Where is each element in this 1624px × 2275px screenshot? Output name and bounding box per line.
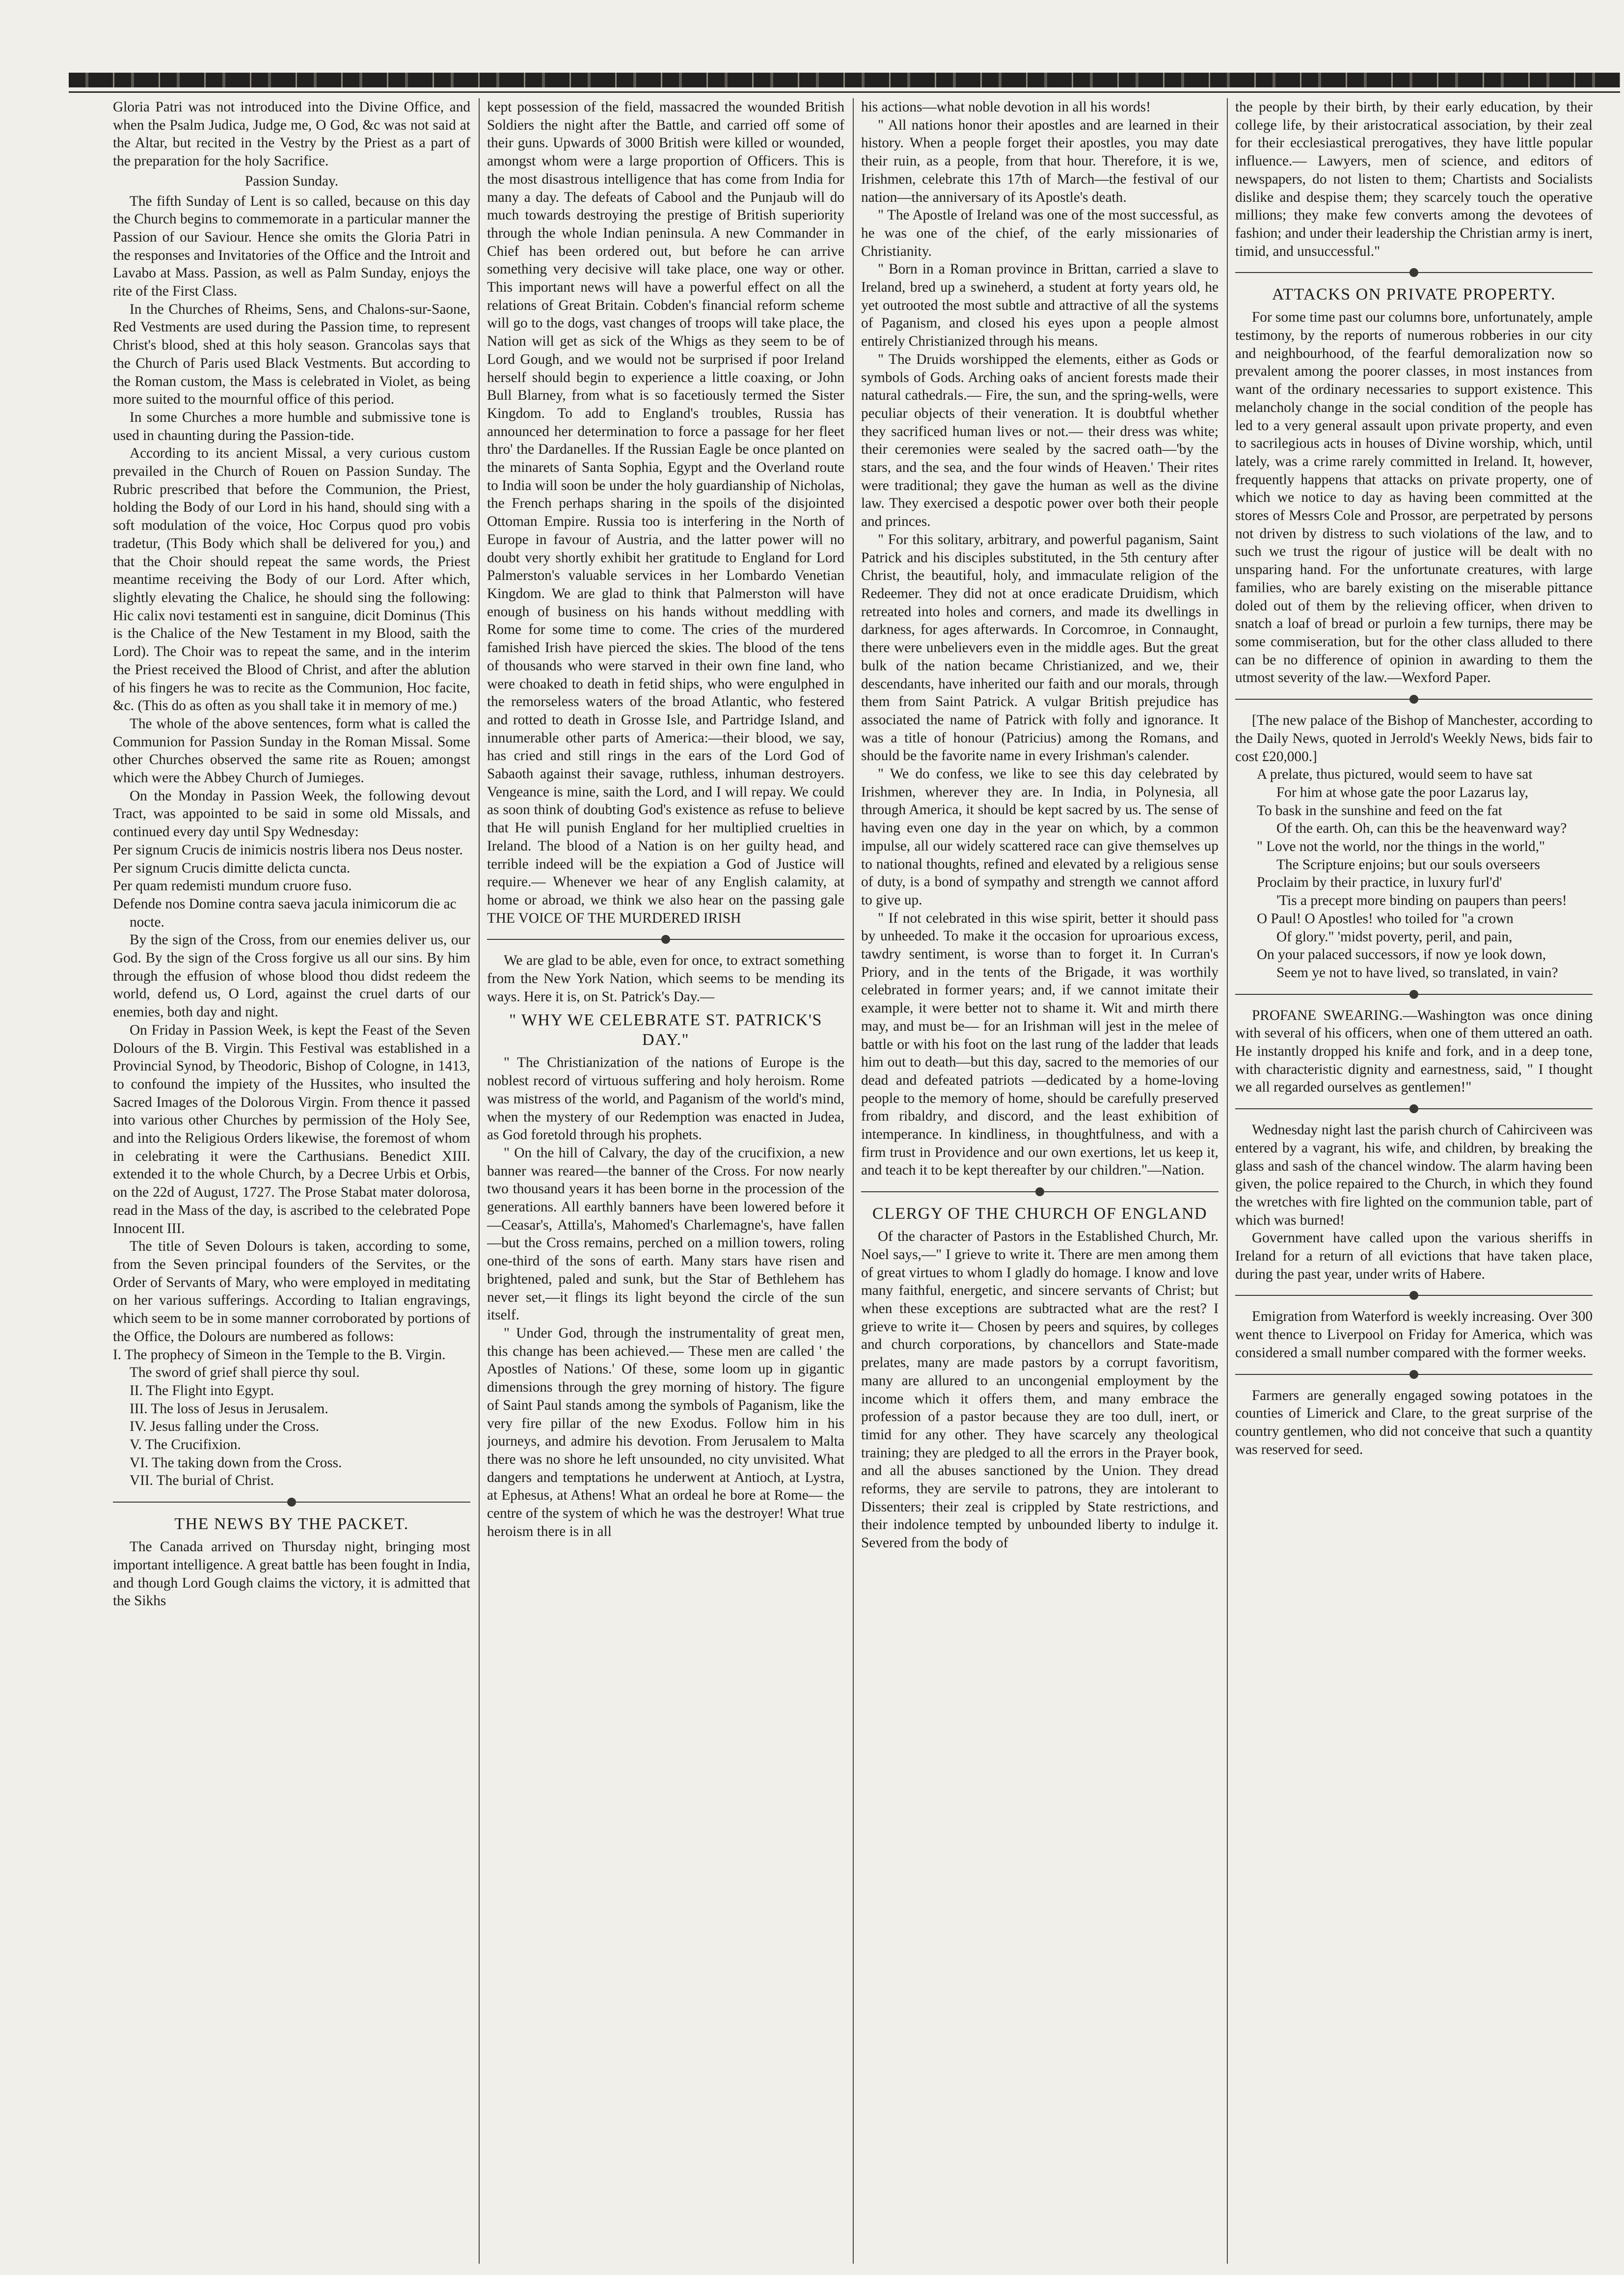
- article-heading: ATTACKS ON PRIVATE PROPERTY.: [1272, 285, 1556, 304]
- dolour-list-item: VI. The taking down from the Cross.: [130, 1454, 342, 1471]
- section-subheading: Passion Sunday.: [244, 173, 339, 189]
- article-paragraph: The whole of the above sentences, form what is called the Communion for Passion Sunday in the Roman Missal. Some other Churches observed the same rite as Rouen; amongst which were the Abbey Church of Jumieges.: [113, 715, 470, 786]
- dolour-list-item: II. The Flight into Egypt.: [130, 1382, 274, 1398]
- article-paragraph: In some Churches a more humble and submissive tone is used in chaunting during the Passion-tide.: [113, 409, 470, 443]
- section-divider: [1235, 1370, 1593, 1379]
- article-paragraph: Government have called upon the various sheriffs in Ireland for a return of all evictions that have taken place, during the past year, under writs of Habere.: [1235, 1230, 1593, 1282]
- column-rule: [1227, 98, 1228, 2264]
- dolour-list-item: I. The prophecy of Simeon in the Temple to the B. Virgin. The sword of grief shall pierce thy soul.: [113, 1346, 446, 1381]
- poem-line-indented: Seem ye not to have lived, so translated, in vain?: [1276, 964, 1558, 981]
- latin-verse-line: Per quam redemisti mundum cruore fuso.: [113, 878, 352, 894]
- article-paragraph: kept possession of the field, massacred the wounded British Soldiers the night after the Battle, and carried off some of their guns. Upwards of 3000 British were killed or wounded, amongst whom were a large proportion of Officers. This is the most disastrous intelligence that has come from India for many a day. The defeats of Cabool and the Punjaub will do much towards destroying the prestige of British superiority through the whole Indian peninsula. A new Commander in Chief has been ordered out, but before he can arrive something very decisive will take place, one way or other. This important news will have a powerful effect on all the relations of Great Britain. Cobden's financial reform scheme will go to the dogs, vast changes of troops will take place, the Nation will get as sick of the Whigs as they seem to be of Lord Gough, and we would not be surprised if poor Ireland herself should begin to experience a little coaxing, or John Bull Blarney, from what is so facetiously termed the Sister Kingdom. To add to England's troubles, Russia has announced her determination to force a passage for her fleet thro' the Dardanelles. If the Russian Eagle be once planted on the minarets of Santa Sophia, Egypt and the Overland route to India will soon be under the holy guardianship of Nicholas, the French perhaps sharing in the spoils of the disjointed Ottoman Empire. Russia too is interfering in the North of Europe in favour of Austria, and the latter power will no doubt very shortly exhibit her gratitude to England for Lord Palmerston's valuable services in her Lombardo Venetian Kingdom. We are glad to think that Palmerston will have enough of business on his hands without meddling with Rome for some time to come. The cries of the murdered famished Irish have pierced the skies. The blood of the tens of thousands who were starved in their own fine land, who were choaked to death in fetid ships, who were engulphed in the remorseless waters of the broad Atlantic, who festered and rotted to death in Grosse Isle, and Partridge Island, and innumerable other parts of America:—their blood, we say, has cried and still rings in the ears of the Lord God of Sabaoth against their savage, ruthless, inhuman destroyers. Vengeance is mine, saith the Lord, and I will repay. We could as soon think of doubting God's existence as refuse to believe that He will punish England for her multiplied cruelties in Ireland. The blood of a Nation is on her guilty head, and terrible indeed will be the expiation a God of Justice will require.— Whenever we hear of any English calamity, at home or abroad, we think we also hear on the passing gale THE VOICE OF THE MURDERED IRISH: [487, 99, 844, 926]
- latin-verse-line: Per signum Crucis dimitte delicta cuncta.: [113, 860, 351, 876]
- article-paragraph: " The Apostle of Ireland was one of the most successful, as he was one of the chief, of the early missionaries of Christianity.: [861, 207, 1218, 259]
- article-heading: " WHY WE CELEBRATE ST. PATRICK'S DAY.": [509, 1011, 822, 1049]
- column-3: [861, 98, 1218, 2264]
- article-paragraph: By the sign of the Cross, from our enemies deliver us, our God. By the sign of the Cross forgive us all our sins. By him through the effusion of whose blood thou didst redeem the world, defend us, O Lord, against the cruel darts of our enemies, both day and night.: [113, 932, 470, 1020]
- article-paragraph: The Canada arrived on Thursday night, bringing most important intelligence. A great battle has been fought in India, and though Lord Gough claims the victory, it is admitted that the Sikhs: [113, 1539, 470, 1609]
- latin-verse-line: Defende nos Domine contra saeva jacula inimicorum die ac nocte.: [113, 896, 457, 930]
- column-2: [487, 98, 844, 2264]
- article-paragraph: " For this solitary, arbitrary, and powerful paganism, Saint Patrick and his disciples substituted, in the 5th century after Christ, the beautiful, holy, and immaculate religion of the Redeemer. They did not at once eradicate Druidism, which retreated into holes and corners, and made its dwellings in darkness, for ages afterwards. In Corcomroe, in Connaught, there were unbelievers even in the middle ages. But the great bulk of the nation became Christianized, and we, their descendants, have inherited our faith and our morals, through them from Saint Patrick. A vulgar British prejudice has associated the name of Patrick with folly and ignorance. It was a title of honour (Patricius) among the Romans, and should be the favorite name in every Irishman's calender.: [861, 531, 1218, 764]
- section-divider: [487, 935, 844, 944]
- dolour-list-item: III. The loss of Jesus in Jerusalem.: [130, 1400, 328, 1417]
- section-divider: [1235, 695, 1593, 704]
- section-divider: [1235, 1104, 1593, 1113]
- poem-line-indented: 'Tis a precept more binding on paupers than peers!: [1276, 893, 1567, 909]
- article-paragraph: " If not celebrated in this wise spirit, better it should pass by unheeded. To make it the occasion for uproarious excess, tawdry sentiment, is worse than to forget it. In Curran's Priory, and in the tents of the Brigade, it was worthily celebrated in former years; and, if we cannot imitate their example, it were better not to shame it. Wit and mirth there may, and must be— for an Irishman will jest in the melee of battle or with his foot on the last rung of the ladder that leads him out to death—but this day, sacred to the memories of our dead and defeated patriots —dedicated by a home-loving people to the memory of home, should be carefully preserved from ribaldry, and discord, and the least exhibition of intemperance. In kindliness, in thoughtfulness, and with a firm trust in Providence and our own exertions, let us keep it, and teach it to be kept thereafter by our children."—Nation.: [861, 910, 1218, 1179]
- article-paragraph: We are glad to be able, even for once, to extract something from the New York Nation, which seems to be mending its ways. Here it is, on St. Patrick's Day.—: [487, 953, 844, 1005]
- section-divider: [1235, 268, 1593, 277]
- article-paragraph: Emigration from Waterford is weekly increasing. Over 300 went thence to Liverpool on Friday for America, which was considered a small number compared with the former weeks.: [1235, 1309, 1593, 1361]
- column-rule: [853, 98, 854, 2264]
- article-paragraph: " The Druids worshipped the elements, either as Gods or symbols of Gods. Arching oaks of ancient forests made their natural cathedrals.— Fire, the sun, and the spring-wells, were peculiar objects of their veneration. It is doubtful whether they sacrificed human lives or not.— their dress was white; their ceremonies were sealed by the sacred oath—'by the stars, and the sea, and the four winds of Heaven.' Their rites were traditional; they gave the human as well as the divine law. They exercised a despotic power over both their people and princes.: [861, 351, 1218, 530]
- latin-verse-line: Per signum Crucis de inimicis nostris libera nos Deus noster.: [113, 842, 463, 858]
- column-4: [1235, 98, 1593, 2264]
- article-paragraph: the people by their birth, by their early education, by their college life, by their aristocratical association, by their zeal for their ecclesiastical prerogatives, they have little popular influence.— Lawyers, men of science, and editors of newspapers, do not listen to them; Chartists and Socialists dislike and despise them; they scarcely touch the operative millions; they make few converts among the devotees of fashion; and under their leadership the Christian army is inert, timid, and unsuccessful.": [1235, 99, 1593, 259]
- article-paragraph: On Friday in Passion Week, is kept the Feast of the Seven Dolours of the B. Virgin. This Festival was established in a Provincial Synod, by Theodoric, Bishop of Cologne, in 1413, to confound the impiety of the Hussites, who insulted the Sacred Images of the Dolorous Virgin. From thence it passed into various other Churches by permission of the Holy See, and into the Religious Orders likewise, the foremost of whom in celebrating it were the Carthusians. Benedict XIII. extended it to the whole Church, by a Decree Urbis et Orbis, on the 22d of August, 1727. The Prose Stabat mater dolorosa, read in the Mass of the day, is ascribed to the celebrated Pope Innocent III.: [113, 1022, 470, 1236]
- dolour-list-item: VII. The burial of Christ.: [130, 1473, 274, 1489]
- dolour-list-item: V. The Crucifixion.: [130, 1437, 241, 1453]
- column-1: [113, 98, 470, 2264]
- article-paragraph: " We do confess, we like to see this day celebrated by Irishmen, wherever they are. In India, in Polynesia, all through America, it should be kept sacred by us. The sense of having even one day in the year on which, by a common impulse, all our widely scattered race can give themselves up to national thoughts, refined and elevated by a religious sense of duty, is a bond of sympathy and strength we cannot afford to give up.: [861, 766, 1218, 908]
- column-rule: [479, 98, 480, 2264]
- article-paragraph: In the Churches of Rheims, Sens, and Chalons-sur-Saone, Red Vestments are used during the Passion time, to represent Christ's blood, shed at this holy season. Grancolas says that the Church of Paris used Black Vestments. But according to the Roman custom, the Mass is celebrated in Violet, as being more suited to the mournful office of this period.: [113, 301, 470, 408]
- top-border-rule: [69, 73, 1620, 87]
- article-paragraph: For some time past our columns bore, unfortunately, ample testimony, by the reports of numerous robberies in our city and neighbourhood, of the fearful demoralization now so prevalent among the poorer classes, in most instances from want of the ordinary necessaries to support existence. This melancholy change in the social condition of the people has led to a very general assault upon private property, and even to sacrilegious acts in houses of Divine worship, which, until lately, was a crime rarely committed in Ireland. It, however, frequently happens that attacks on private property, one of which we notice to day as having been committed at the stores of Messrs Cole and Prossor, are perpetrated by persons not driven by distress to such violations of the law, and to such we trust the rigour of justice will be dealt with no unsparing hand. For the unfortunate creatures, with large families, who are barely existing on the miserable pittance doled out of them by the relieving officer, when driven to snatch a loaf of bread or purloin a few turnips, there may be some commiseration, but for the other class alluded to there can be no difference of opinion in awarding to them the utmost severity of the law.—Wexford Paper.: [1235, 309, 1593, 686]
- article-paragraph: Farmers are generally engaged sowing potatoes in the counties of Limerick and Clare, to the great surprise of the country gentlemen, who did not conceive that such a quantity was reserved for seed.: [1235, 1387, 1593, 1457]
- section-divider: [1235, 990, 1593, 999]
- article-heading: THE NEWS BY THE PACKET.: [174, 1515, 409, 1534]
- poem-line: " Love not the world, nor the things in the world,": [1257, 839, 1545, 855]
- article-paragraph: [The new palace of the Bishop of Manchester, according to the Daily News, quoted in Jerrold's Weekly News, bids fair to cost £20,000.]: [1235, 713, 1593, 765]
- article-paragraph: Wednesday night last the parish church of Cahirciveen was entered by a vagrant, his wife, and children, by breaking the glass and sash of the chancel window. The alarm having been given, the police repaired to the Church, in which they found the wretches with fire lighted on the communion table, part of which was burned!: [1235, 1122, 1593, 1228]
- article-paragraph: " All nations honor their apostles and are learned in their history. When a people forget their apostles, you may date their ruin, as a people, from that hour. Therefore, it is we, Irishmen, celebrate this 17th of March—the festival of our nation—the anniversary of its Apostle's death.: [861, 117, 1218, 205]
- poem-line-indented: The Scripture enjoins; but our souls overseers: [1276, 856, 1540, 873]
- dolour-list-item: IV. Jesus falling under the Cross.: [130, 1419, 319, 1435]
- poem-line: O Paul! O Apostles! who toiled for "a crown: [1257, 910, 1514, 927]
- poem-line: On your palaced successors, if now ye look down,: [1257, 947, 1546, 963]
- article-paragraph: his actions—what noble devotion in all his words!: [861, 99, 1151, 115]
- article-paragraph: Gloria Patri was not introduced into the Divine Office, and when the Psalm Judica, Judge me, O God, &c was not said at the Altar, but recited in the Vestry by the Priest as a part of the preparation for the holy Sacrifice.: [113, 99, 470, 169]
- article-heading: CLERGY OF THE CHURCH OF ENGLAND: [872, 1205, 1208, 1223]
- article-paragraph: The fifth Sunday of Lent is so called, because on this day the Church begins to commemorate in a particular manner the Passion of our Saviour. Hence she omits the Gloria Patri in the responses and Invitatories of the Office and the Introit and Lavabo at Mass. Passion, as well as Palm Sunday, enjoys the rite of the First Class.: [113, 193, 470, 300]
- poem-line-indented: Of glory." 'midst poverty, peril, and pain,: [1276, 929, 1513, 945]
- top-border-thin-rule: [69, 91, 1620, 93]
- article-paragraph: According to its ancient Missal, a very curious custom prevailed in the Church of Rouen on Passion Sunday. The Rubric prescribed that before the Communion, the Priest, holding the Body of our Lord in his hand, should sing with a soft modulation of the voice, Hoc Corpus quod pro vobis tradetur, (This Body which shall be delivered for you,) and that the Choir should repeat the same words, the Priest meantime receiving the Body of our Lord. After which, slightly elevating the Chalice, he should sing the following: Hic calix novi testamenti est in sanguine, dicit Dominus (This is the Chalice of the New Testament in my Blood, saith the Lord). The Choir was to repeat the same, and in the interim the Priest received the Blood of Christ, and after the ablution of his fingers he was to recite as the Communion, Hoc facite, &c. (This do as often as you shall take it in memory of me.): [113, 445, 470, 714]
- poem-line-indented: For him at whose gate the poor Lazarus lay,: [1276, 784, 1529, 800]
- article-paragraph: PROFANE SWEARING.—Washington was once dining with several of his officers, when one of them uttered an oath. He instantly dropped his knife and fork, and in a deep tone, with characteristic dignity and earnestness, said, " I thought we all regarded ourselves as gentlemen!": [1235, 1007, 1593, 1096]
- poem-line: Proclaim by their practice, in luxury furl'd': [1257, 875, 1502, 891]
- section-divider: [1235, 1291, 1593, 1300]
- poem-line-indented: Of the earth. Oh, can this be the heavenward way?: [1276, 821, 1567, 837]
- article-paragraph: " Born in a Roman province in Brittan, carried a slave to Ireland, bred up a swineherd, a student at forty years old, he yet outrooted the most subtle and attractive of all the systems of Paganism, and closed his eyes upon a people almost entirely Christianized through his means.: [861, 261, 1218, 350]
- article-paragraph: Of the character of Pastors in the Established Church, Mr. Noel says,—" I grieve to write it. There are men among them of great virtues to whom I gladly do homage. I know and love many faithful, energetic, and sincere servants of Christ; but when these exceptions are subtracted what are the rest? I grieve to write it— Chosen by peers and squires, by colleges and church corporations, by chancellors and State-made prelates, many are made pastors by a corrupt favoritism, many are allured to an uncongenial employment by the income which it offers them, and many embrace the profession of a pastor because they are too dull, inert, or timid for any other. They have scarcely any theological training; they are pledged to all the errors in the Prayer book, and all the abuses sanctioned by the Union. They dread reforms, they are servile to patrons, they are intolerant to Dissenters; their zeal is crippled by State restrictions, and their indolence tempted by unbounded liberty to indulge it. Severed from the body of: [861, 1229, 1218, 1551]
- article-paragraph: " The Christianization of the nations of Europe is the noblest record of virtuous suffering and holy heroism. Rome was mistress of the world, and Paganism of the world's mind, when the mystery of our Redemption was enacted in Judea, as God foretold through his prophets.: [487, 1055, 844, 1143]
- section-divider: [861, 1187, 1218, 1196]
- poem-line: A prelate, thus pictured, would seem to have sat: [1257, 767, 1533, 783]
- poem-line: To bask in the sunshine and feed on the fat: [1257, 802, 1502, 819]
- article-paragraph: " Under God, through the instrumentality of great men, this change has been achieved.— These men are called ' the Apostles of Nations.' Of these, some loom up in gigantic dimensions through the grey morning of history. The figure of Saint Paul stands among the symbols of Paganism, like the very fire pillar of the new Exodus. Follow him in his journeys, and admire his devotion. From Jerusalem to Malta there was no shore he left unsounded, no city unvisited. What dangers and temptations he underwent at Antioch, at Lystra, at Ephesus, at Athens! What an ordeal he bore at Rome— the centre of the system of which he was the destroyer! What true heroism there is in all: [487, 1325, 844, 1539]
- section-divider: [113, 1498, 470, 1507]
- article-paragraph: The title of Seven Dolours is taken, according to some, from the Seven principal founders of the Servites, or the Order of Servants of Mary, who were employed in meditating on her various sufferings. According to Italian engravings, which seem to be in some manner corroborated by portions of the Office, the Dolours are numbered as follows:: [113, 1238, 470, 1344]
- article-paragraph: " On the hill of Calvary, the day of the crucifixion, a new banner was reared—the banner of the Cross. For now nearly two thousand years it has been borne in the procession of the generations. All earthly banners have been lowered before it—Ceasar's, Attilla's, Mahomed's Charlemagne's, have fallen—but the Cross remains, perched on a million towers, roling one-third of the sons of earth. Many stars have risen and brightened, paled and sunk, but the Star of Bethlehem has never set,—it flings its light beyond the circle of the sun itself.: [487, 1145, 844, 1323]
- article-paragraph: On the Monday in Passion Week, the following devout Tract, was appointed to be said in some old Missals, and continued every day until Spy Wednesday:: [113, 788, 470, 840]
